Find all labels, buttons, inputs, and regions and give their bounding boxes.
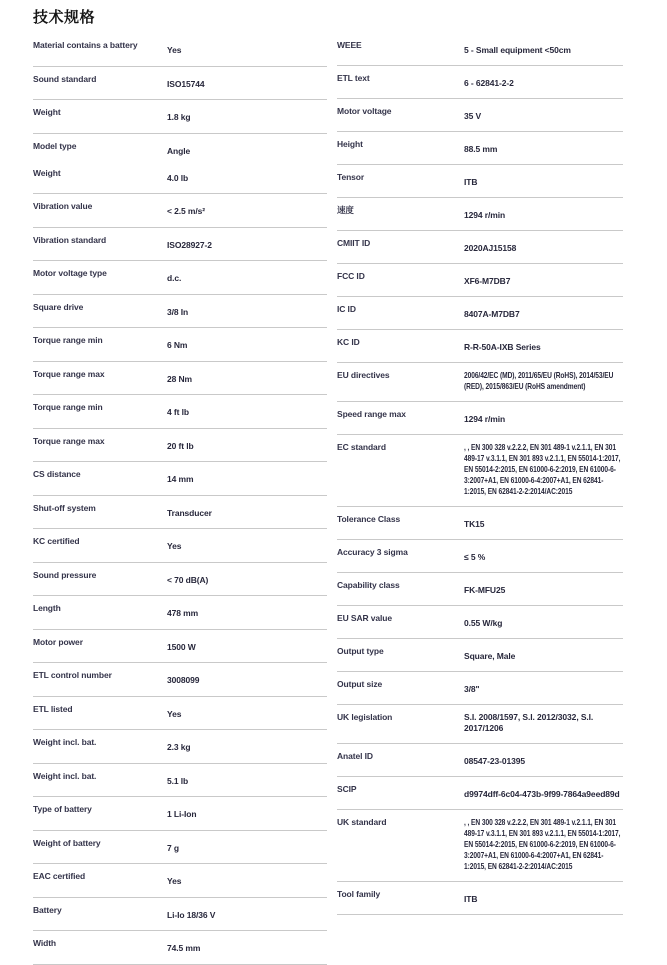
- spec-value: 20 ft lb: [167, 440, 194, 451]
- spec-value: 4.0 lb: [167, 172, 189, 183]
- spec-label: Torque range min: [33, 402, 103, 412]
- spec-label: Shut-off system: [33, 502, 96, 513]
- spec-label: Torque range max: [33, 368, 105, 379]
- spec-label: Sound pressure: [33, 569, 97, 580]
- spec-row: [33, 33, 327, 67]
- spec-value: 1294 r/min: [464, 414, 506, 424]
- spec-value: 3008099: [167, 675, 200, 685]
- spec-pair: [337, 712, 623, 736]
- spec-row: [337, 330, 623, 363]
- spec-label: FCC ID: [337, 271, 365, 281]
- spec-table-left: [33, 33, 327, 965]
- spec-label: Tolerance Class: [337, 514, 401, 524]
- spec-row: [33, 496, 327, 530]
- spec-value: 5.1 lb: [167, 775, 189, 786]
- spec-label: Weight of battery: [33, 837, 101, 848]
- spec-pair: [33, 603, 327, 621]
- spec-pair: [337, 172, 623, 190]
- spec-value: ISO15744: [167, 78, 205, 89]
- spec-label: UK standard: [337, 817, 387, 827]
- spec-label: EU directives: [337, 370, 390, 380]
- spec-pair: [337, 613, 623, 631]
- spec-pair: [33, 804, 327, 822]
- spec-value: 8407A-M7DB7: [464, 309, 520, 319]
- spec-value: Yes: [167, 876, 182, 886]
- spec-label: KC ID: [337, 337, 360, 347]
- spec-pair: [33, 335, 327, 353]
- spec-label: Weight: [33, 167, 61, 178]
- spec-pair: [33, 268, 327, 286]
- spec-label: Length: [33, 603, 61, 613]
- spec-pair: [33, 201, 327, 219]
- spec-pair: [33, 74, 327, 92]
- spec-pair: [33, 402, 327, 420]
- page-title: 技术规格: [33, 9, 96, 26]
- spec-pair: [337, 817, 623, 874]
- spec-value: 2006/42/EC (MD), 2011/65/EU (RoHS), 2014/53/EU (RED), 2015/863/EU (RoHS amendment): [464, 370, 614, 391]
- spec-row: [33, 663, 327, 697]
- spec-value: XF6-M7DB7: [464, 276, 511, 286]
- spec-row: [33, 931, 327, 965]
- spec-pair: [337, 751, 623, 769]
- spec-value: ISO28927-2: [167, 239, 212, 250]
- spec-label: ETL text: [337, 73, 370, 83]
- spec-label: Motor power: [33, 636, 83, 647]
- spec-row: [33, 797, 327, 831]
- spec-row: [33, 630, 327, 664]
- spec-pair: [337, 547, 623, 565]
- spec-value: 2020AJ15158: [464, 243, 517, 253]
- spec-pair: [337, 337, 623, 355]
- spec-row: [337, 66, 623, 99]
- spec-pair: [33, 40, 327, 58]
- spec-row: [337, 198, 623, 231]
- spec-pair: [337, 580, 623, 598]
- spec-pair: [337, 271, 623, 289]
- spec-label: Accuracy 3 sigma: [337, 547, 408, 557]
- spec-value: Li-Io 18/36 V: [167, 909, 216, 920]
- spec-label: Tool family: [337, 889, 381, 899]
- spec-pair: [337, 238, 623, 256]
- spec-row: [337, 882, 623, 915]
- spec-value: 74.5 mm: [167, 943, 201, 953]
- spec-pair: [33, 670, 327, 688]
- spec-label: Motor voltage: [337, 106, 392, 116]
- spec-value: 0.55 W/kg: [464, 618, 503, 628]
- spec-row: [33, 295, 327, 329]
- spec-pair: [337, 205, 623, 223]
- spec-label: Weight: [33, 107, 61, 117]
- spec-value: 478 mm: [167, 608, 199, 618]
- spec-value: 28 Nm: [167, 373, 193, 384]
- spec-pair: [33, 436, 327, 454]
- spec-label: Anatel ID: [337, 751, 373, 761]
- spec-label: Torque range min: [33, 335, 103, 345]
- spec-pair: [33, 141, 327, 159]
- spec-value: 6 - 62841-2-2: [464, 78, 514, 88]
- spec-pair: [337, 139, 623, 157]
- spec-value: 1294 r/min: [464, 210, 506, 220]
- spec-row: [337, 165, 623, 198]
- spec-row: [33, 730, 327, 764]
- spec-label: UK legislation: [337, 712, 393, 722]
- spec-row: [337, 363, 623, 402]
- spec-row: [337, 540, 623, 573]
- spec-label: Capability class: [337, 580, 400, 590]
- spec-value: TK15: [464, 519, 485, 529]
- spec-value: 2.3 kg: [167, 742, 191, 752]
- spec-value: Angle: [167, 145, 191, 156]
- spec-value: 3/8": [464, 684, 480, 694]
- spec-pair: [337, 442, 623, 499]
- spec-label: Vibration standard: [33, 234, 107, 245]
- spec-label: Type of battery: [33, 804, 92, 814]
- spec-value: 3/8 In: [167, 306, 189, 317]
- spec-pair: [33, 369, 327, 387]
- spec-pair: [33, 905, 327, 923]
- spec-row: [33, 764, 327, 798]
- spec-pair: [337, 646, 623, 664]
- spec-row: [33, 563, 327, 597]
- spec-row: [33, 67, 327, 101]
- spec-label: CS distance: [33, 469, 81, 479]
- spec-pair: [337, 40, 623, 58]
- spec-row: [337, 33, 623, 66]
- spec-label: Square drive: [33, 301, 84, 312]
- spec-row: [33, 228, 327, 262]
- spec-value: 14 mm: [167, 474, 194, 484]
- spec-row: [337, 810, 623, 882]
- spec-value: 7 g: [167, 842, 179, 853]
- spec-value: Yes: [167, 45, 182, 55]
- spec-row: [33, 898, 327, 932]
- spec-label: Sound standard: [33, 73, 97, 84]
- spec-row: [337, 264, 623, 297]
- spec-row: [337, 744, 623, 777]
- spec-pair: [33, 771, 327, 789]
- spec-label: Motor voltage type: [33, 268, 107, 278]
- spec-value: , , EN 300 328 v.2.2.2, EN 301 489-1 v.2.1.1, EN 301 489-17 v.3.1.1, EN 301 893 v.2.1.1, EN 55014-1:2017, EN 55014-2:2015, EN 61000-6-2:2019, EN 61000-6-3:2007+A1, EN 61000-6-4:2007+A1, EN 62841-1:2015, EN 62841-2-2:2014/AC:2015: [464, 817, 621, 871]
- spec-value: ITB: [464, 894, 478, 904]
- spec-label: Torque range max: [33, 435, 105, 446]
- spec-value: d.c.: [167, 273, 182, 283]
- spec-row: [33, 261, 327, 295]
- spec-label: KC certified: [33, 536, 80, 546]
- spec-row: [337, 297, 623, 330]
- spec-pair: [337, 370, 623, 394]
- spec-row: [337, 132, 623, 165]
- spec-label: Width: [33, 938, 57, 948]
- spec-value: FK-MFU25: [464, 585, 506, 595]
- spec-row: [337, 402, 623, 435]
- spec-pair: [33, 168, 327, 186]
- spec-row: [337, 672, 623, 705]
- spec-pair: [33, 637, 327, 655]
- spec-row: [33, 529, 327, 563]
- spec-value: 6 Nm: [167, 340, 188, 350]
- spec-label: Weight incl. bat.: [33, 737, 97, 747]
- spec-row: [337, 573, 623, 606]
- spec-label: EAC certified: [33, 871, 86, 881]
- spec-pair: [337, 889, 623, 907]
- spec-value: 1.8 kg: [167, 112, 191, 122]
- spec-row: [337, 231, 623, 264]
- spec-pair: [33, 235, 327, 253]
- spec-row: [337, 606, 623, 639]
- spec-row: [337, 777, 623, 810]
- spec-row: [33, 831, 327, 865]
- spec-pair: [33, 938, 327, 956]
- spec-pair: [337, 304, 623, 322]
- spec-label: Material contains a battery: [33, 40, 138, 50]
- spec-label: 速度: [337, 205, 354, 215]
- spec-pair: [33, 107, 327, 125]
- spec-value: 88.5 mm: [464, 144, 498, 154]
- spec-columns: [33, 33, 667, 965]
- spec-value: < 2.5 m/s²: [167, 206, 205, 216]
- spec-label: EU SAR value: [337, 613, 393, 623]
- spec-value: 5 - Small equipment <50cm: [464, 45, 571, 55]
- spec-row: [337, 507, 623, 540]
- spec-row: [33, 362, 327, 396]
- spec-label: CMIIT ID: [337, 238, 371, 248]
- spec-label: ETL control number: [33, 670, 112, 680]
- spec-value: , , EN 300 328 v.2.2.2, EN 301 489-1 v.2.1.1, EN 301 489-17 v.3.1.1, EN 301 893 v.2.1.1, EN 55014-1:2017, EN 55014-2:2015, EN 61000-6-2:2019, EN 61000-6-3:2007+A1, EN 61000-6-4:2007+A1, EN 62841-1:2015, EN 62841-2-2:2014/AC:2015: [464, 442, 621, 496]
- spec-table-right: [337, 33, 623, 915]
- spec-label: WEEE: [337, 40, 362, 50]
- spec-value: Yes: [167, 541, 182, 551]
- spec-row: [33, 328, 327, 362]
- spec-value: S.I. 2008/1597, S.I. 2012/3032, S.I. 2017/1206: [464, 712, 594, 733]
- spec-label: EC standard: [337, 442, 386, 452]
- spec-label: SCIP: [337, 784, 357, 794]
- spec-pair: [33, 302, 327, 320]
- spec-value: Square, Male: [464, 651, 516, 661]
- spec-pair: [33, 704, 327, 722]
- spec-label: IC ID: [337, 304, 356, 314]
- spec-pair: [337, 679, 623, 697]
- spec-value: 08547-23-01395: [464, 756, 525, 766]
- spec-pair: [337, 784, 623, 802]
- spec-row: [33, 462, 327, 496]
- spec-label: Vibration value: [33, 201, 93, 211]
- spec-value: d9974dff-6c04-473b-9f99-7864a9eed89d: [464, 789, 620, 799]
- spec-pair: [337, 409, 623, 427]
- spec-pair: [33, 570, 327, 588]
- spec-value: R-R-50A-IXB Series: [464, 342, 541, 352]
- spec-row: [33, 697, 327, 731]
- spec-row: [337, 435, 623, 507]
- spec-label: Weight incl. bat.: [33, 770, 97, 781]
- spec-row: [33, 395, 327, 429]
- spec-pair: [337, 514, 623, 532]
- spec-value: 35 V: [464, 111, 482, 121]
- spec-pair: [337, 73, 623, 91]
- spec-value: 4 ft lb: [167, 407, 189, 417]
- spec-label: Height: [337, 139, 363, 149]
- spec-row: [337, 705, 623, 744]
- spec-value: ≤ 5 %: [464, 552, 486, 562]
- spec-row: [337, 99, 623, 132]
- spec-row: [33, 100, 327, 134]
- spec-value: 1500 W: [167, 641, 196, 652]
- spec-pair: [33, 737, 327, 755]
- spec-pair: [33, 871, 327, 889]
- spec-value: Transducer: [167, 507, 212, 518]
- spec-row: [33, 596, 327, 630]
- spec-pair: [337, 106, 623, 124]
- spec-value: < 70 dB(A): [167, 574, 209, 585]
- spec-pair: [33, 503, 327, 521]
- spec-label: Model type: [33, 140, 77, 151]
- spec-row: [337, 639, 623, 672]
- spec-value: 1 Li-Ion: [167, 809, 197, 819]
- spec-label: Output type: [337, 646, 384, 656]
- spec-row: [33, 134, 327, 195]
- spec-label: Tensor: [337, 172, 365, 182]
- spec-pair: [33, 536, 327, 554]
- spec-label: Battery: [33, 904, 62, 915]
- spec-row: [33, 429, 327, 463]
- spec-label: Speed range max: [337, 409, 406, 419]
- spec-row: [33, 194, 327, 228]
- spec-value: ITB: [464, 177, 478, 187]
- spec-label: Output size: [337, 679, 383, 689]
- spec-row: [33, 864, 327, 898]
- spec-label: ETL listed: [33, 703, 73, 714]
- spec-pair: [33, 838, 327, 856]
- spec-pair: [33, 469, 327, 487]
- spec-value: Yes: [167, 708, 182, 719]
